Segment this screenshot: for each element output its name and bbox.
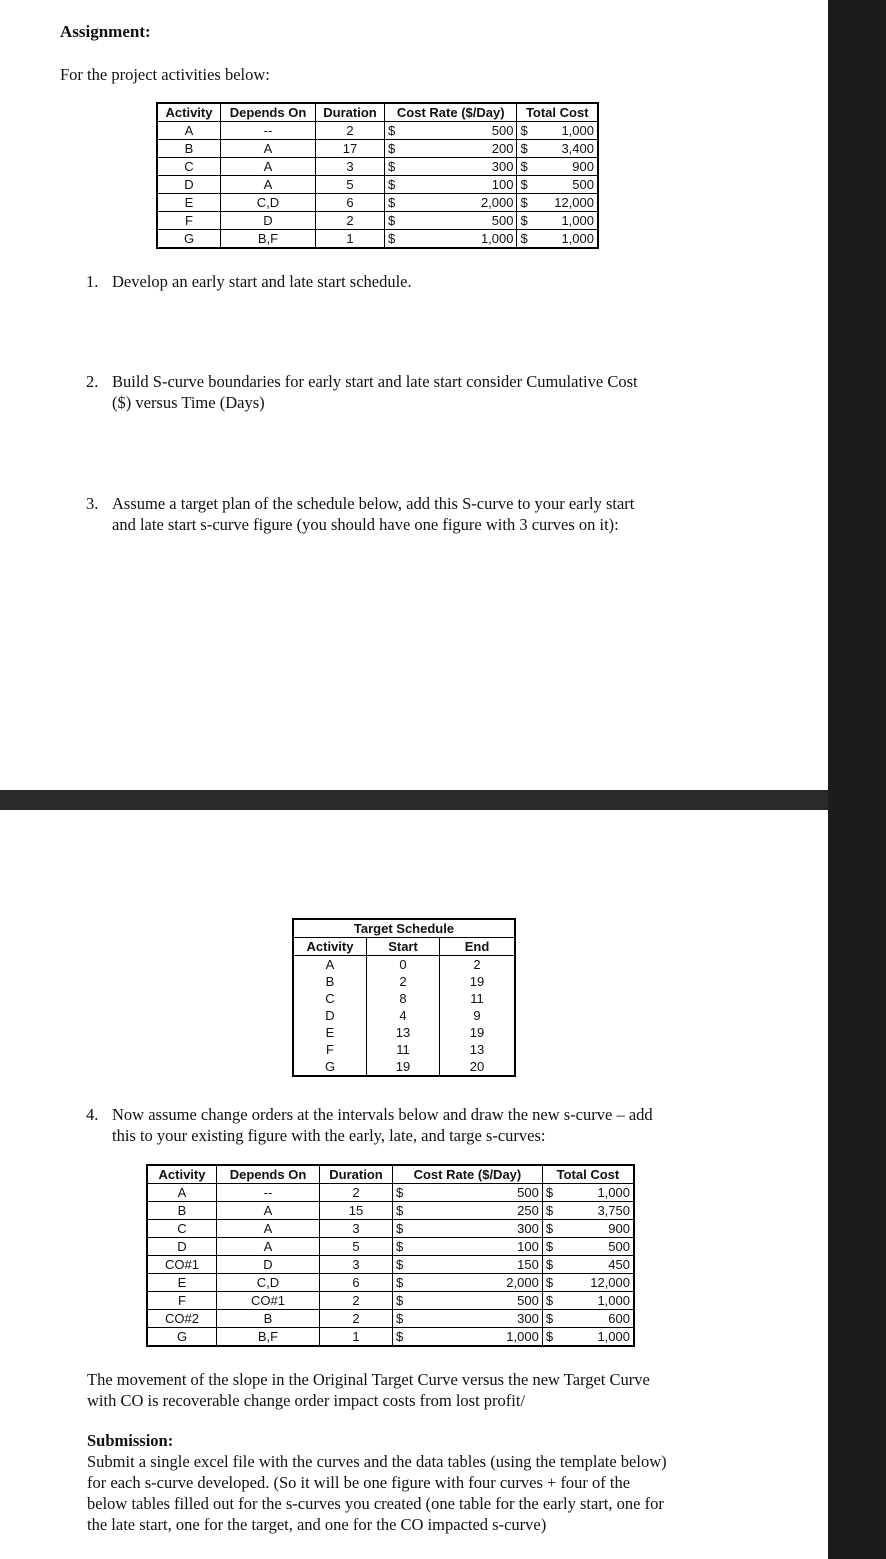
header-activity: Activity	[293, 938, 367, 956]
cell-activity: E	[293, 1024, 367, 1041]
q1-text: Develop an early start and late start schedule.	[112, 272, 412, 291]
cell-activity: G	[147, 1328, 217, 1347]
cell-activity: E	[157, 194, 221, 212]
cell-activity: B	[147, 1202, 217, 1220]
cell-rate-currency: $	[385, 176, 419, 194]
cell-depends-on: A	[221, 176, 316, 194]
cell-rate-currency: $	[385, 158, 419, 176]
cell-total-currency: $	[542, 1292, 563, 1310]
q1-number: 1.	[86, 272, 99, 291]
header-total-cost: Total Cost	[542, 1165, 634, 1184]
cell-duration: 2	[316, 122, 385, 140]
table-row	[293, 1058, 515, 1076]
header-depends-on: Depends On	[217, 1165, 320, 1184]
cell-rate-value: 250	[431, 1202, 542, 1220]
cell-activity: E	[147, 1274, 217, 1292]
table-row	[147, 1328, 634, 1347]
cell-total-currency: $	[517, 176, 535, 194]
cell-depends-on: CO#1	[217, 1292, 320, 1310]
cell-duration: 6	[320, 1274, 393, 1292]
cell-end: 19	[440, 973, 516, 990]
cell-rate-value: 300	[431, 1310, 542, 1328]
table-row	[293, 990, 515, 1007]
cell-total-currency: $	[542, 1310, 563, 1328]
q3-line2: and late start s-curve figure (you should have one figure with 3 curves on it):	[112, 515, 619, 534]
cell-activity: C	[147, 1220, 217, 1238]
table-row	[147, 1292, 634, 1310]
cell-rate-value: 500	[431, 1184, 542, 1202]
cell-rate-currency: $	[385, 230, 419, 249]
table-header-row	[147, 1165, 634, 1184]
cell-total-currency: $	[517, 194, 535, 212]
cell-end: 2	[440, 956, 516, 974]
cell-rate-value: 500	[419, 212, 517, 230]
cell-depends-on: C,D	[221, 194, 316, 212]
cell-start: 4	[367, 1007, 440, 1024]
cell-activity: CO#1	[147, 1256, 217, 1274]
cell-rate-currency: $	[385, 212, 419, 230]
cell-rate-value: 200	[419, 140, 517, 158]
cell-rate-currency: $	[393, 1274, 432, 1292]
cell-duration: 3	[320, 1256, 393, 1274]
cell-duration: 3	[316, 158, 385, 176]
cell-rate-value: 2,000	[419, 194, 517, 212]
cell-rate-currency: $	[393, 1310, 432, 1328]
cell-duration: 2	[320, 1184, 393, 1202]
cell-start: 19	[367, 1058, 440, 1076]
cell-start: 0	[367, 956, 440, 974]
cell-depends-on: A	[221, 140, 316, 158]
header-total-cost: Total Cost	[517, 103, 598, 122]
q2-line2: ($) versus Time (Days)	[112, 393, 265, 412]
submission-line4: the late start, one for the target, and one for the CO impacted s-curve)	[87, 1515, 547, 1534]
cell-depends-on: A	[217, 1220, 320, 1238]
change-order-activities-table	[146, 1164, 635, 1347]
intro-text: For the project activities below:	[60, 65, 270, 84]
cell-total-value: 12,000	[563, 1274, 634, 1292]
cell-total-value: 1,000	[535, 212, 598, 230]
cell-rate-currency: $	[393, 1202, 432, 1220]
cell-depends-on: A	[221, 158, 316, 176]
cell-activity: A	[157, 122, 221, 140]
cell-rate-value: 500	[419, 122, 517, 140]
table-row	[293, 1041, 515, 1058]
table-row	[147, 1274, 634, 1292]
cell-rate-currency: $	[393, 1292, 432, 1310]
cell-duration: 5	[320, 1238, 393, 1256]
header-duration: Duration	[316, 103, 385, 122]
cell-activity: CO#2	[147, 1310, 217, 1328]
movement-line1: The movement of the slope in the Original Target Curve versus the new Target Curve	[87, 1370, 650, 1389]
cell-total-currency: $	[542, 1256, 563, 1274]
table-row	[293, 1024, 515, 1041]
cell-total-value: 1,000	[535, 122, 598, 140]
cell-duration: 1	[316, 230, 385, 249]
submission-line1: Submit a single excel file with the curves and the data tables (using the template below)	[87, 1452, 667, 1471]
cell-depends-on: B,F	[221, 230, 316, 249]
cell-start: 2	[367, 973, 440, 990]
cell-total-value: 900	[535, 158, 598, 176]
cell-total-currency: $	[517, 140, 535, 158]
cell-total-value: 900	[563, 1220, 634, 1238]
submission-section	[87, 1430, 667, 1535]
cell-total-currency: $	[542, 1238, 563, 1256]
dark-side-panel	[828, 0, 886, 1559]
cell-start: 8	[367, 990, 440, 1007]
cell-depends-on: A	[217, 1202, 320, 1220]
q2-number: 2.	[86, 372, 99, 391]
cell-duration: 2	[320, 1310, 393, 1328]
cell-rate-currency: $	[385, 122, 419, 140]
table-row	[147, 1220, 634, 1238]
cell-rate-currency: $	[393, 1184, 432, 1202]
cell-end: 13	[440, 1041, 516, 1058]
target-schedule-table	[292, 918, 516, 1077]
cell-total-value: 500	[563, 1238, 634, 1256]
table-row	[293, 956, 515, 974]
cell-start: 13	[367, 1024, 440, 1041]
cell-total-value: 12,000	[535, 194, 598, 212]
cell-duration: 2	[316, 212, 385, 230]
cell-rate-value: 150	[431, 1256, 542, 1274]
cell-start: 11	[367, 1041, 440, 1058]
cell-activity: D	[293, 1007, 367, 1024]
submission-line3: below tables filled out for the s-curves you created (one table for the early start, one for	[87, 1494, 664, 1513]
cell-total-currency: $	[542, 1202, 563, 1220]
q4-text	[112, 1104, 653, 1146]
cell-rate-value: 500	[431, 1292, 542, 1310]
cell-total-currency: $	[517, 230, 535, 249]
q3-line1: Assume a target plan of the schedule below, add this S-curve to your early start	[112, 494, 635, 513]
q2-text	[112, 371, 638, 413]
q4-number: 4.	[86, 1105, 99, 1124]
cell-activity: C	[293, 990, 367, 1007]
movement-note	[87, 1369, 650, 1411]
cell-total-value: 1,000	[535, 230, 598, 249]
cell-duration: 17	[316, 140, 385, 158]
cell-total-value: 3,400	[535, 140, 598, 158]
cell-duration: 2	[320, 1292, 393, 1310]
cell-activity: A	[147, 1184, 217, 1202]
cell-end: 11	[440, 990, 516, 1007]
cell-total-currency: $	[542, 1184, 563, 1202]
table-row	[157, 212, 598, 230]
cell-duration: 5	[316, 176, 385, 194]
table-row	[147, 1310, 634, 1328]
q3-text	[112, 493, 634, 535]
table-row	[157, 140, 598, 158]
cell-activity: C	[157, 158, 221, 176]
cell-activity: F	[147, 1292, 217, 1310]
cell-rate-value: 300	[419, 158, 517, 176]
table-row	[157, 176, 598, 194]
cell-total-value: 1,000	[563, 1184, 634, 1202]
cell-duration: 1	[320, 1328, 393, 1347]
cell-depends-on: C,D	[217, 1274, 320, 1292]
table-row	[157, 230, 598, 249]
cell-total-currency: $	[517, 158, 535, 176]
page-break-gap	[0, 790, 828, 810]
cell-activity: G	[157, 230, 221, 249]
table-header-row	[293, 938, 515, 956]
activities-table	[156, 102, 599, 249]
cell-activity: F	[293, 1041, 367, 1058]
header-cost-rate: Cost Rate ($/Day)	[393, 1165, 543, 1184]
cell-total-value: 600	[563, 1310, 634, 1328]
cell-activity: D	[157, 176, 221, 194]
cell-total-value: 1,000	[563, 1328, 634, 1347]
cell-rate-value: 1,000	[419, 230, 517, 249]
cell-activity: B	[293, 973, 367, 990]
header-activity: Activity	[157, 103, 221, 122]
cell-rate-currency: $	[393, 1328, 432, 1347]
cell-activity: F	[157, 212, 221, 230]
table-row	[293, 973, 515, 990]
table-header-row	[157, 103, 598, 122]
cell-total-value: 3,750	[563, 1202, 634, 1220]
table-row	[147, 1238, 634, 1256]
cell-duration: 6	[316, 194, 385, 212]
cell-rate-value: 1,000	[431, 1328, 542, 1347]
cell-depends-on: B	[217, 1310, 320, 1328]
q3-number: 3.	[86, 494, 99, 513]
cell-rate-value: 100	[419, 176, 517, 194]
submission-line2: for each s-curve developed. (So it will be one figure with four curves + four of the	[87, 1473, 631, 1492]
cell-total-currency: $	[517, 122, 535, 140]
cell-rate-value: 2,000	[431, 1274, 542, 1292]
cell-activity: D	[147, 1238, 217, 1256]
cell-total-currency: $	[542, 1274, 563, 1292]
cell-activity: B	[157, 140, 221, 158]
cell-rate-currency: $	[385, 140, 419, 158]
table-row	[157, 194, 598, 212]
cell-depends-on: D	[221, 212, 316, 230]
cell-rate-currency: $	[385, 194, 419, 212]
target-schedule-title: Target Schedule	[293, 919, 515, 938]
cell-duration: 3	[320, 1220, 393, 1238]
submission-label: Submission:	[87, 1431, 174, 1450]
table-row	[157, 122, 598, 140]
cell-depends-on: --	[217, 1184, 320, 1202]
cell-rate-currency: $	[393, 1220, 432, 1238]
movement-line2: with CO is recoverable change order impact costs from lost profit/	[87, 1391, 526, 1410]
q2-line1: Build S-curve boundaries for early start and late start consider Cumulative Cost	[112, 372, 638, 391]
cell-total-currency: $	[542, 1328, 563, 1347]
cell-total-value: 1,000	[563, 1292, 634, 1310]
header-end: End	[440, 938, 516, 956]
cell-rate-value: 100	[431, 1238, 542, 1256]
header-depends-on: Depends On	[221, 103, 316, 122]
table-row	[147, 1184, 634, 1202]
cell-end: 20	[440, 1058, 516, 1076]
cell-total-value: 500	[535, 176, 598, 194]
table-row	[147, 1256, 634, 1274]
cell-rate-currency: $	[393, 1256, 432, 1274]
q4-line2: this to your existing figure with the early, late, and targe s-curves:	[112, 1126, 546, 1145]
assignment-heading: Assignment:	[60, 22, 151, 41]
cell-depends-on: D	[217, 1256, 320, 1274]
header-start: Start	[367, 938, 440, 956]
cell-rate-currency: $	[393, 1238, 432, 1256]
cell-depends-on: --	[221, 122, 316, 140]
cell-end: 19	[440, 1024, 516, 1041]
table-row	[147, 1202, 634, 1220]
cell-activity: A	[293, 956, 367, 974]
cell-activity: G	[293, 1058, 367, 1076]
table-row	[157, 158, 598, 176]
cell-total-currency: $	[542, 1220, 563, 1238]
q4-line1: Now assume change orders at the intervals below and draw the new s-curve – add	[112, 1105, 653, 1124]
cell-duration: 15	[320, 1202, 393, 1220]
cell-depends-on: A	[217, 1238, 320, 1256]
cell-end: 9	[440, 1007, 516, 1024]
cell-total-currency: $	[517, 212, 535, 230]
table-row	[293, 1007, 515, 1024]
header-activity: Activity	[147, 1165, 217, 1184]
header-cost-rate: Cost Rate ($/Day)	[385, 103, 517, 122]
header-duration: Duration	[320, 1165, 393, 1184]
cell-rate-value: 300	[431, 1220, 542, 1238]
cell-total-value: 450	[563, 1256, 634, 1274]
cell-depends-on: B,F	[217, 1328, 320, 1347]
